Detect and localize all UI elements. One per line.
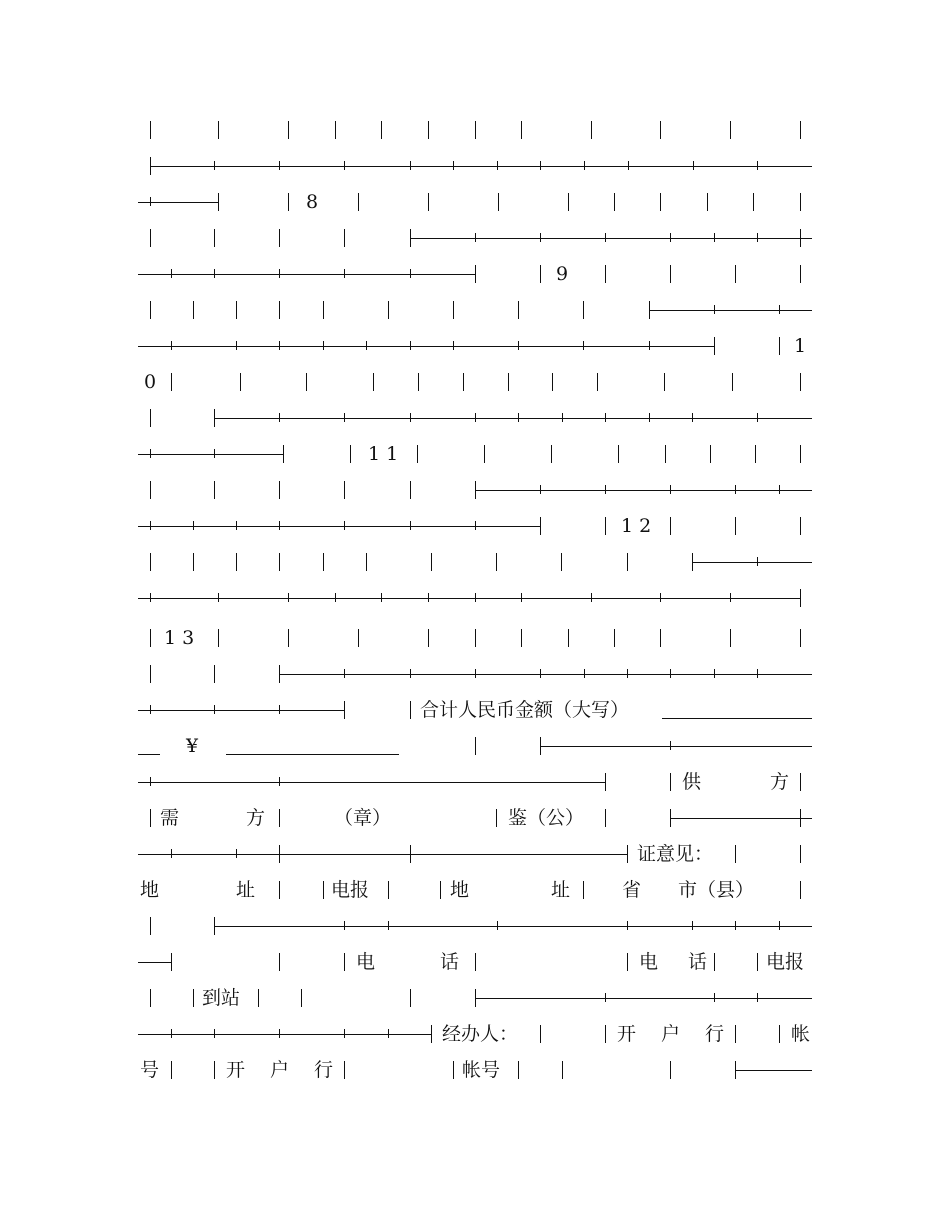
bank-label: 行 bbox=[705, 1023, 725, 1045]
row-number: 1 2 bbox=[621, 515, 652, 537]
row-number: 8 bbox=[306, 191, 319, 213]
bank-label: 户 bbox=[661, 1023, 681, 1045]
opinion-label: 鉴（公） bbox=[508, 807, 585, 829]
table-line bbox=[138, 364, 812, 400]
table-line bbox=[138, 400, 812, 436]
table-line bbox=[138, 836, 812, 872]
table-line bbox=[138, 944, 812, 980]
bank-label: 行 bbox=[314, 1059, 334, 1081]
address-label: 址 bbox=[551, 879, 571, 901]
row-number: 1 3 bbox=[164, 627, 195, 649]
row-number: 9 bbox=[556, 263, 569, 285]
table-line bbox=[138, 620, 812, 656]
table-line bbox=[138, 220, 812, 256]
telegram-label: 电报 bbox=[331, 879, 370, 901]
row-number: 1 bbox=[794, 335, 807, 357]
table-line bbox=[138, 256, 812, 292]
phone-label: 话 bbox=[440, 951, 460, 973]
table-line bbox=[138, 292, 812, 328]
yuan-symbol: ¥ bbox=[186, 735, 199, 757]
table-line bbox=[138, 436, 812, 472]
table-line bbox=[138, 580, 812, 616]
table-line bbox=[138, 1016, 812, 1052]
table-line bbox=[138, 112, 812, 148]
phone-label: 话 bbox=[688, 951, 708, 973]
address-label: 地 bbox=[450, 879, 470, 901]
telegram-label: 电报 bbox=[766, 951, 805, 973]
table-line bbox=[138, 656, 812, 692]
bank-label: 开 bbox=[226, 1059, 246, 1081]
table-line bbox=[138, 544, 812, 580]
total-amount-label: 合计人民币金额（大写） bbox=[420, 699, 630, 721]
buyer-label: 需 bbox=[160, 807, 180, 829]
opinion-label: 证意见： bbox=[637, 843, 714, 865]
station-label: 到站 bbox=[202, 987, 241, 1009]
supplier-label: 方 bbox=[770, 771, 790, 793]
city-label: 市（县） bbox=[678, 879, 755, 901]
bank-label: 开 bbox=[617, 1023, 637, 1045]
province-label: 省 bbox=[622, 879, 642, 901]
table-line bbox=[138, 692, 812, 728]
table-line bbox=[138, 1052, 812, 1088]
bank-label: 户 bbox=[270, 1059, 290, 1081]
address-label: 地 bbox=[140, 879, 160, 901]
account-label: 号 bbox=[140, 1059, 160, 1081]
table-line bbox=[138, 472, 812, 508]
table-line bbox=[138, 980, 812, 1016]
handler-label: 经办人： bbox=[442, 1023, 519, 1045]
row-number: 1 1 bbox=[368, 443, 399, 465]
table-line bbox=[138, 800, 812, 836]
table-line bbox=[138, 148, 812, 184]
table-line bbox=[138, 184, 812, 220]
buyer-label: 方 bbox=[246, 807, 266, 829]
address-label: 址 bbox=[236, 879, 256, 901]
table-line bbox=[138, 908, 812, 944]
account-label: 帐 bbox=[791, 1023, 811, 1045]
table-line bbox=[138, 764, 812, 800]
supplier-label: 供 bbox=[682, 771, 702, 793]
phone-label: 电 bbox=[356, 951, 376, 973]
seal-label: （章） bbox=[334, 807, 392, 829]
table-line bbox=[138, 328, 812, 364]
table-line bbox=[138, 728, 812, 764]
row-number: 0 bbox=[144, 371, 157, 393]
account-label: 帐号 bbox=[462, 1059, 501, 1081]
table-line bbox=[138, 508, 812, 544]
table-line bbox=[138, 872, 812, 908]
phone-label: 电 bbox=[639, 951, 659, 973]
